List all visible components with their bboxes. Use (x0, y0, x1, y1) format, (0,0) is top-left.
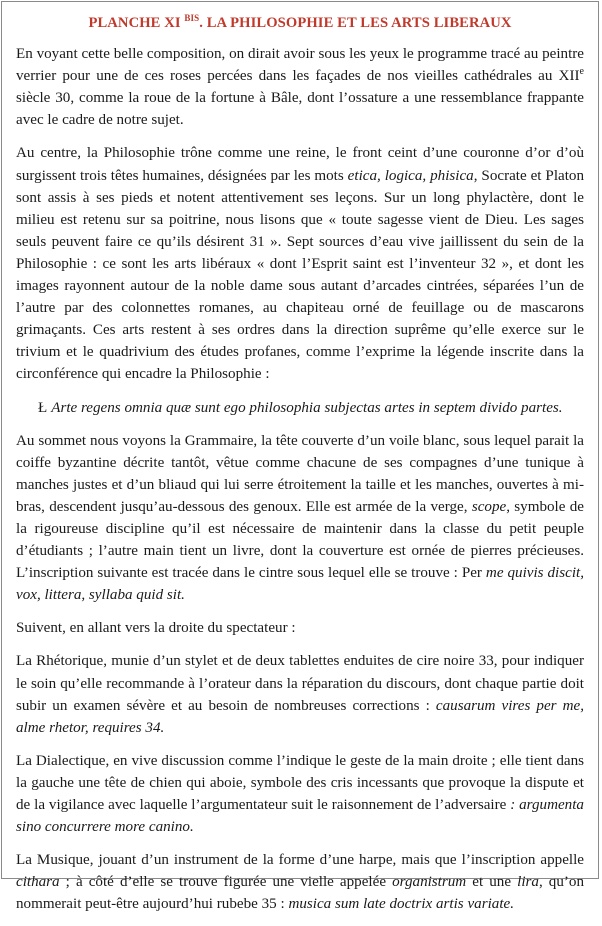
italic-text: etica, logica, phisica (347, 167, 474, 184)
latin-quote (16, 397, 584, 419)
document-body (16, 12, 584, 926)
paragraph-grammar (16, 430, 584, 607)
italic-text: organistrum (392, 874, 467, 891)
text: La Musique, jouant d’un instrument de la forme d’une harpe, mais que l’inscription appelle (16, 852, 584, 869)
text: Au centre, la Philosophie trône comme une reine, le front ceint d’une couronne d’or d’où surgissent trois têtes humaines, désignées par les mots (16, 145, 584, 184)
paragraph-transition: Suivent, en allant vers la droite du spectateur : (16, 620, 296, 637)
text: , qu’on nommerait peut-être aujourd’hui rubebe 35 : (16, 874, 584, 913)
italic-text: Arte regens omnia quæ sunt ego philosophia subjectas artes in septem divido partes. (51, 399, 563, 416)
paragraph-music (16, 849, 584, 915)
text: , Socrate et Platon sont assis à ses pieds et notent attentivement ses leçons. Sur un long phylactère, dont le milieu est retenu sur sa poitrine, nous lisons que « toute sagesse vient de Dieu. Les sages seuls peuvent faire ce qu’ils désirent 31 ». Sept sources d’eau vive jaillissent du sein de la Philosophie : ce sont les arts libéraux « dont l’Esprit saint est l’inventeur 32 », et dont les images rayonnent autour de la noble dame sous autant d’arcades cintrées, séparées l’un de l’autre par des colonnettes romanes, au chapiteau orné de feuillage ou de mascarons grimaçants. Ces arts restent à ses ordres dans la direction suprême qu’elle exerce sur le trivium et le quadrivium des études profanes, comme l’exprime la légende inscrite dans la circonférence qui encadre la Philosophie : (16, 167, 584, 383)
paragraph-intro (16, 43, 584, 131)
title-main: PLANCHE XI (88, 15, 181, 31)
text: et une (466, 874, 518, 891)
italic-text: scope (471, 498, 507, 515)
paragraph-philosophy (16, 142, 584, 385)
page-title (16, 12, 584, 34)
superscript: e (579, 66, 584, 78)
text: ; à côté d’elle se trouve figurée une vielle appelée (59, 874, 393, 891)
italic-text: me quivis discit, vox, littera, syllaba quid sit. (16, 565, 584, 604)
text: La Rhétorique, munie d’un stylet et de deux tablettes enduites de cire noire 33, pour indiquer le soin qu’elle recommande à l’orateur dans la réparation du discours, dont chaque partie doit subir un examen sévère et au besoin de nombreuses corrections : (16, 653, 584, 714)
italic-text: cithara (16, 874, 60, 891)
text: En voyant cette belle composition, on dirait avoir sous les yeux le programme tracé au peintre verrier pour une de ces roses percées dans les façades de nos vieilles cathédrales au XII (16, 46, 584, 85)
italic-text: musica sum late doctrix artis variate. (288, 896, 514, 913)
paragraph-rhetoric (16, 650, 584, 738)
page-frame (1, 1, 599, 913)
text: La Dialectique, en vive discussion comme l’indique le geste de la main droite ; elle tient dans la gauche une tête de chien qui aboie, symbole des cris incessants que provoque la dispute et de la vigilance avec laquelle l’argumentateur suit le raisonnement de l’adversaire (16, 752, 584, 813)
text: siècle 30, comme la roue de la fortune à Bâle, dont l’ossature a une ressemblance frappante avec le cadre de notre sujet. (16, 90, 584, 129)
title-superscript: BIS (184, 13, 200, 24)
italic-text: causarum vires per me, alme rhetor, requires 34. (16, 697, 584, 736)
italic-text: : argumenta sino concurrere more canino. (16, 797, 584, 836)
quote-mark: Ł (38, 399, 48, 416)
italic-text: lira (517, 874, 539, 891)
paragraph-dialectic (16, 750, 584, 838)
title-rest: . LA PHILOSOPHIE ET LES ARTS LIBERAUX (199, 15, 512, 31)
text: , symbole de la rigoureuse discipline qu’il est nécessaire de maintenir dans la classe du petit peuple d’étudiants ; l’autre main tient un livre, dont la couverture est ornée de pierres précieuses. L’inscription suivante est tracée dans le cintre sous lequel elle se trouve : Per (16, 498, 584, 582)
text: Au sommet nous voyons la Grammaire, la tête couverte d’un voile blanc, sous lequel parait la coiffe byzantine décrite tantôt, vêtue comme chacune de ses compagnes d’une tunique à manches justes et d’un bliaud qui lui serre étroitement la taille et les manches, ouvertes à mi- bras, descendent jusqu’au-dessous des genoux. Elle est armée de la verge, (16, 432, 584, 515)
